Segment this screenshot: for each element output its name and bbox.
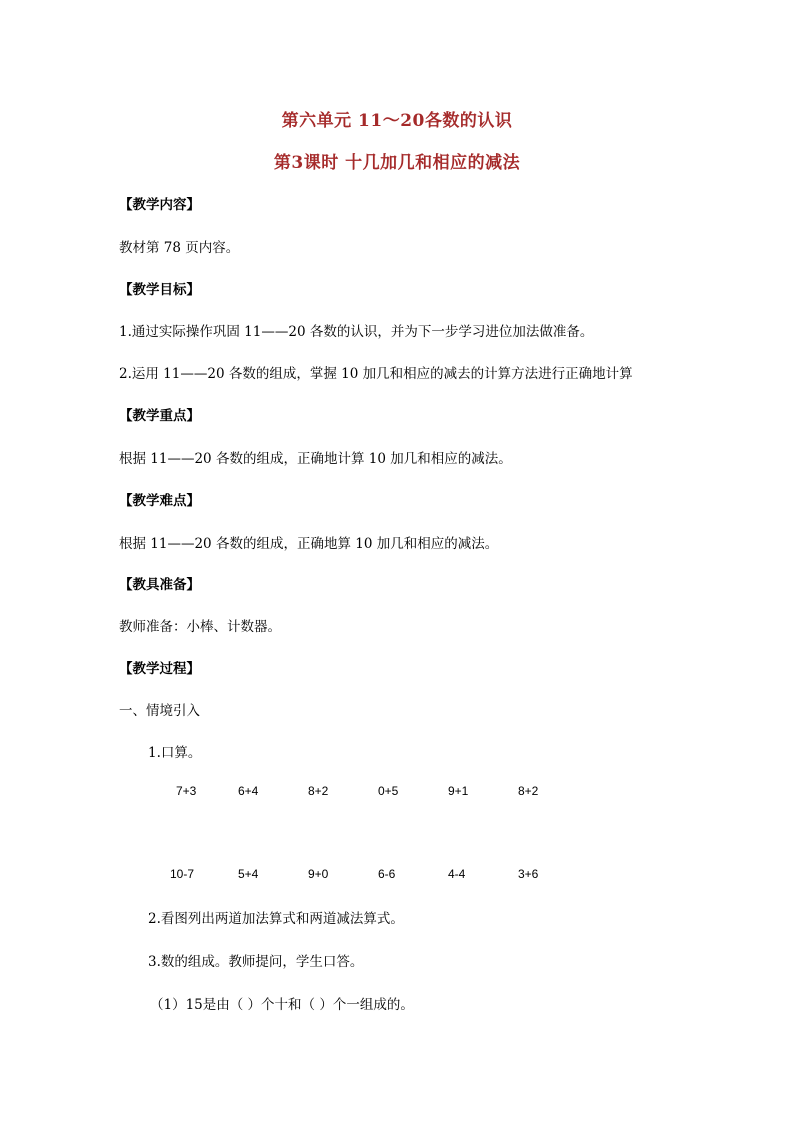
calc-item: 8+2 <box>308 784 329 798</box>
calc-item: 10-7 <box>170 867 195 881</box>
calc-item: 9+0 <box>308 867 329 881</box>
difficult-text: 根据 11——20 各数的组成，正确地算 10 加几和相应的减法。 <box>119 536 499 552</box>
goals-heading: 【教学目标】 <box>119 282 200 298</box>
difficult-heading: 【教学难点】 <box>119 493 200 509</box>
tools-text: 教师准备：小棒、计数器。 <box>119 619 281 635</box>
step-1: 1.口算。 <box>148 745 202 761</box>
calc-item: 4-4 <box>448 867 466 881</box>
goal-2: 2.运用 11——20 各数的组成，掌握 10 加几和相应的减去的计算方法进行正确地计算 <box>119 366 633 382</box>
calc-item: 7+3 <box>176 784 197 798</box>
key-heading: 【教学重点】 <box>119 408 200 424</box>
page-title: 第六单元 11～20各数的认识 <box>281 111 513 131</box>
goal-1: 1.通过实际操作巩固 11——20 各数的认识，并为下一步学习进位加法做准备。 <box>119 324 594 340</box>
calc-item: 8+2 <box>518 784 539 798</box>
process-heading: 【教学过程】 <box>119 661 200 677</box>
lesson-subtitle: 第3课时 十几加几和相应的减法 <box>273 153 521 173</box>
content-text: 教材第 78 页内容。 <box>119 240 240 256</box>
calc-item: 0+5 <box>378 784 399 798</box>
calc-item: 5+4 <box>238 867 259 881</box>
step-3: 3.数的组成。教师提问，学生口答。 <box>148 954 364 970</box>
question-1: （1）15是由（ ）个十和（ ）个一组成的。 <box>150 997 414 1013</box>
calc-item: 9+1 <box>448 784 469 798</box>
part-1-heading: 一、情境引入 <box>119 703 200 719</box>
calc-item: 3+6 <box>518 867 539 881</box>
step-2: 2.看图列出两道加法算式和两道减法算式。 <box>148 911 404 927</box>
tools-heading: 【教具准备】 <box>119 577 200 593</box>
key-text: 根据 11——20 各数的组成，正确地计算 10 加几和相应的减法。 <box>119 451 512 467</box>
calc-item: 6+4 <box>238 784 259 798</box>
calc-item: 6-6 <box>378 867 396 881</box>
content-heading: 【教学内容】 <box>119 197 200 213</box>
